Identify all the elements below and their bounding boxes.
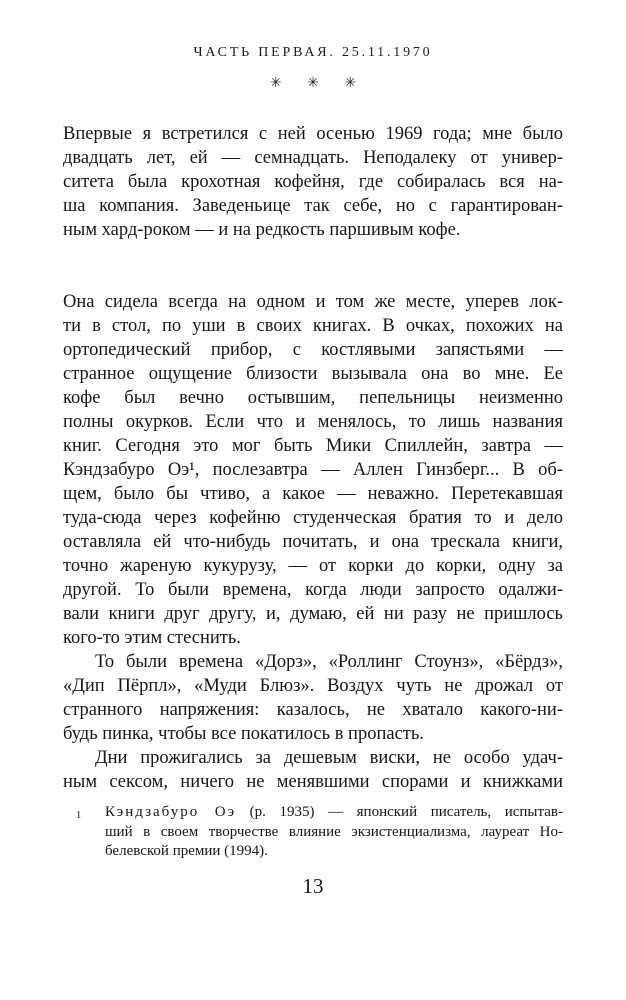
- text-line: туда-сюда через кофейню студенческая братия то и дело: [63, 508, 563, 528]
- body-text-block: [63, 122, 563, 794]
- page-number: 13: [302, 873, 324, 898]
- text-line: ным сексом, ничего не менявшими спорами и книжками: [63, 772, 563, 792]
- footnote-text: [105, 803, 563, 862]
- footnote-line-rest: (р. 1935) — японский писатель, испытав-: [236, 804, 563, 820]
- text-line: другой. То были времена, когда люди запросто одалжи-: [63, 580, 563, 600]
- text-line: «Дип Пёрпл», «Муди Блюз». Воздух чуть не дрожал от: [63, 676, 563, 696]
- text-line: ти в стол, по уши в своих книгах. В очках, похожих на: [63, 316, 563, 336]
- footnote: [76, 803, 563, 862]
- chapter-header: ЧАСТЬ ПЕРВАЯ. 25.11.1970: [193, 45, 433, 60]
- text-line: двадцать лет, ей — семнадцать. Неподалеку от универ-: [63, 148, 563, 168]
- text-line: книг. Сегодня это мог быть Мики Спиллейн, завтра —: [63, 436, 563, 456]
- text-line: странного напряжения: казалось, не хватало какого-ни-: [63, 700, 563, 720]
- text-line: кого-то этим стеснить.: [63, 628, 241, 648]
- asterisk-icon: ✳: [344, 75, 357, 91]
- footnote-line: белевской премии (1994).: [105, 843, 268, 859]
- section-separator: [0, 75, 626, 92]
- text-line: ситета была крохотная кофейня, где собиралась вся на-: [63, 172, 563, 192]
- text-line: вали книги друг другу, и, думаю, ей ни разу не пришлось: [63, 604, 563, 624]
- text-line: ша компания. Заведеньице так себе, но с гарантирован-: [63, 196, 563, 216]
- asterisk-icon: ✳: [269, 75, 282, 91]
- paragraph: [63, 650, 563, 746]
- text-line: То были времена «Дорз», «Роллинг Стоунз», «Бёрдз»,: [95, 652, 563, 672]
- paragraph: [63, 746, 563, 794]
- text-line: Кэндзабуро Оэ¹, послезавтра — Аллен Гинзберг... В об-: [63, 460, 563, 480]
- text-line: точно жареную кукурузу, — от корки до корки, одну за: [63, 556, 563, 576]
- paragraph: [63, 290, 563, 650]
- text-line: Она сидела всегда на одном и том же месте, уперев лок-: [63, 292, 563, 312]
- footnote-marker: 1: [76, 810, 82, 821]
- asterisk-icon: ✳: [307, 75, 319, 91]
- text-line: полны окурков. Если что и менялось, то лишь названия: [63, 412, 563, 432]
- text-line: ортопедический прибор, с костлявыми запястьями —: [63, 340, 563, 360]
- footnote-line: [105, 803, 563, 823]
- text-line: ным хард-роком — и на редкость паршивым кофе.: [63, 220, 461, 240]
- text-line: оставляла ей что-нибудь почитать, и она трескала книги,: [63, 532, 563, 552]
- text-line: Впервые я встретился с ней осенью 1969 года; мне было: [63, 124, 563, 144]
- paragraph: [63, 122, 563, 242]
- footnote-term: Кэндзабуро Оэ: [105, 804, 237, 820]
- text-line: странное ощущение близости вызывала она во мне. Ее: [63, 364, 563, 384]
- text-line: щем, было бы чтиво, а какое — неважно. Перетекавшая: [63, 484, 563, 504]
- footnote-line: ший в своем творчестве влияние экзистенциализма, лауреат Но-: [105, 823, 563, 840]
- text-line: кофе был вечно остывшим, пепельницы неизменно: [63, 388, 563, 408]
- text-line: Дни прожигались за дешевым виски, не особо удач-: [95, 748, 563, 768]
- text-line: будь пинка, чтобы все покатилось в пропасть.: [63, 724, 424, 744]
